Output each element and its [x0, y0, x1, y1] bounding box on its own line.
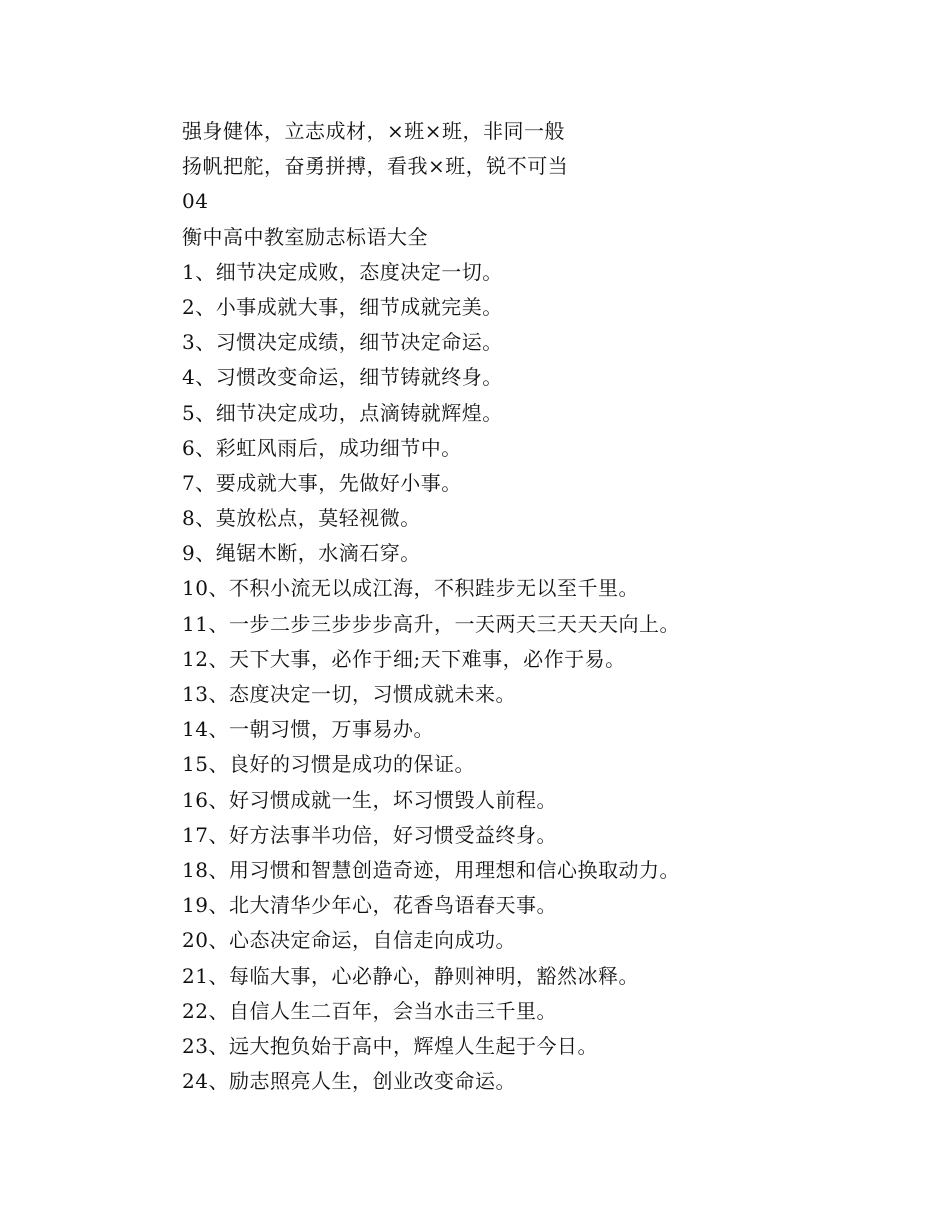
- list-item: 5、细节决定成功，点滴铸就辉煌。: [182, 400, 503, 425]
- list-item: 24、励志照亮人生，创业改变命运。: [182, 1069, 516, 1094]
- list-item: 6、彩虹风雨后，成功细节中。: [182, 435, 462, 460]
- list-item: 16、好习惯成就一生，坏习惯毁人前程。: [182, 787, 557, 812]
- list-item: 17、好方法事半功倍，好习惯受益终身。: [182, 822, 557, 847]
- list-item: 18、用习惯和智慧创造奇迹，用理想和信心换取动力。: [182, 857, 680, 882]
- list-item: 11、一步二步三步步步高升，一天两天三天天天向上。: [182, 611, 680, 636]
- list-item: 4、习惯改变命运，细节铸就终身。: [182, 365, 503, 390]
- section-title: 衡中高中教室励志标语大全: [182, 224, 428, 249]
- intro-line: 扬帆把舵，奋勇拼搏，看我×班，锐不可当: [182, 154, 569, 179]
- list-item: 7、要成就大事，先做好小事。: [182, 470, 462, 495]
- list-item: 19、北大清华少年心，花香鸟语春天事。: [182, 893, 557, 918]
- document-body: [182, 114, 902, 1099]
- list-item: 1、细节决定成败，态度决定一切。: [182, 259, 503, 284]
- list-item: 23、远大抱负始于高中，辉煌人生起于今日。: [182, 1033, 598, 1058]
- intro-line: 强身健体，立志成材，×班×班，非同一般: [182, 119, 566, 143]
- list-item: 20、心态决定命运，自信走向成功。: [182, 928, 516, 953]
- section-number: 04: [182, 189, 209, 214]
- list-item: 15、良好的习惯是成功的保证。: [182, 752, 475, 777]
- list-item: 13、态度决定一切，习惯成就未来。: [182, 682, 516, 706]
- list-item: 22、自信人生二百年，会当水击三千里。: [182, 998, 557, 1023]
- list-item: 8、莫放松点，莫轻视微。: [182, 506, 421, 531]
- list-item: 21、每临大事，心必静心，静则神明，豁然冰释。: [182, 963, 639, 988]
- list-item: 2、小事成就大事，细节成就完美。: [182, 294, 503, 319]
- list-item: 10、不积小流无以成江海，不积跬步无以至千里。: [182, 576, 639, 601]
- list-item: 3、习惯决定成绩，细节决定命运。: [182, 330, 503, 355]
- list-item: 12、天下大事，必作于细;天下难事，必作于易。: [182, 646, 626, 671]
- list-item: 9、绳锯木断，水滴石穿。: [182, 541, 421, 566]
- list-item: 14、一朝习惯，万事易办。: [182, 717, 434, 742]
